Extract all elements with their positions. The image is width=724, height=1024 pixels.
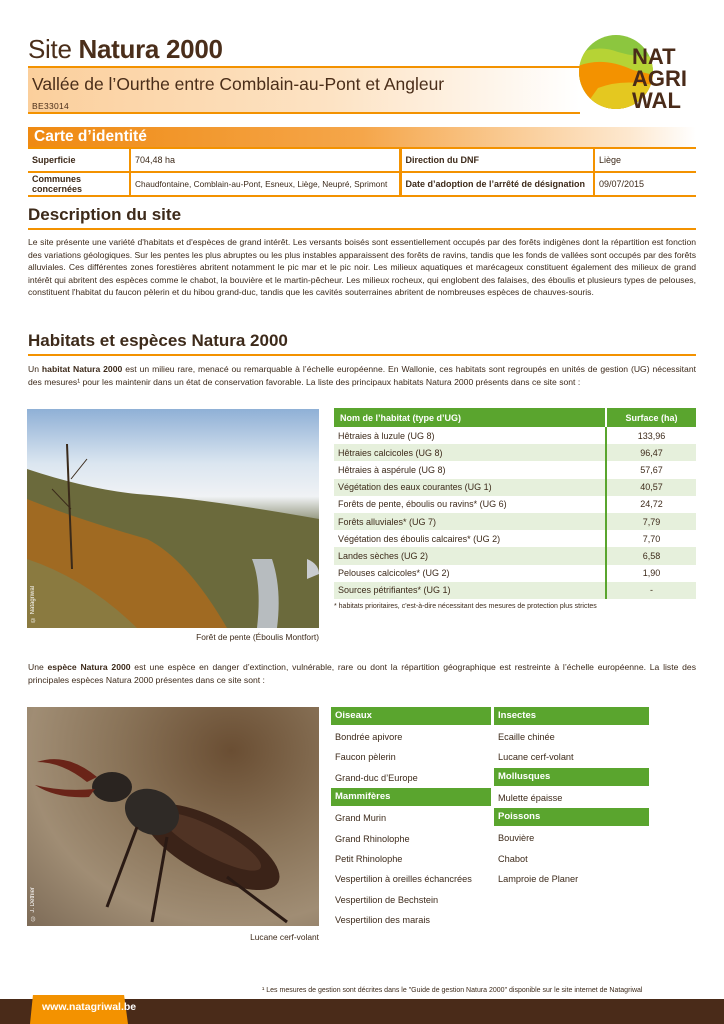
natagriwal-logo — [578, 26, 696, 116]
footnote: ¹ Les mesures de gestion sont décrites dans le "Guide de gestion Natura 2000" disponible sur le site internet de Natagriwal — [262, 987, 643, 994]
habitat-row — [334, 461, 696, 478]
habitat-row — [334, 565, 696, 582]
intro-text: Une — [28, 662, 48, 672]
species-group-header: Mammifères — [331, 788, 491, 806]
identity-value: Liège — [594, 148, 696, 172]
species-item: Bondrée apivore — [335, 732, 403, 742]
intro-text: Un — [28, 364, 42, 374]
habitat-surface: 1,90 — [606, 565, 696, 582]
beetle-photo-caption: Lucane cerf-volant — [250, 932, 319, 942]
species-item: Bouvière — [498, 833, 535, 844]
species-item: Vespertilion des marais — [335, 915, 430, 926]
description-rule — [28, 228, 696, 230]
species-group-header: Mollusques — [494, 768, 649, 786]
habitat-name: Végétation des éboulis calcaires* (UG 2) — [338, 533, 501, 544]
species-intro — [28, 661, 696, 686]
species-column-left — [331, 707, 491, 931]
species-item: Faucon pèlerin — [335, 752, 396, 763]
photo-credit: © Natagriwal — [30, 585, 36, 622]
intro-text: est une espèce en danger d’extinction, vulnérable, rare ou dont la répartition géographique est restreinte à l’échelle européenne. La liste des principales espèces Natura 2000 présentes dans ce site sont : — [28, 662, 696, 685]
habitat-name: Végétation des eaux courantes (UG 1) — [334, 479, 606, 496]
site-code: BE33014 — [32, 101, 70, 111]
species-group-header: Poissons — [494, 808, 649, 826]
identity-title: Carte d’identité — [34, 128, 147, 145]
species-item: Vespertilion à oreilles échancrées — [335, 874, 472, 885]
habitat-row — [334, 444, 696, 461]
surface-column-header: Surface (ha) — [606, 408, 696, 427]
habitat-surface: 7,70 — [606, 530, 696, 547]
habitat-name: Forêts alluviales* (UG 7) — [334, 513, 606, 530]
species-group-header: Oiseaux — [331, 707, 491, 725]
habitat-name: Sources pétrifiantes* (UG 1) — [334, 582, 606, 599]
habitat-name: Landes sèches (UG 2) — [334, 547, 606, 564]
logo-emblem-icon — [578, 26, 696, 116]
habitat-name-column-header: Nom de l’habitat (type d’UG) — [334, 408, 606, 427]
landscape-image-icon — [27, 409, 319, 628]
intro-bold: espèce Natura 2000 — [47, 662, 131, 672]
habitat-name: Hêtraies calcicoles (UG 8) — [334, 444, 606, 461]
habitat-row — [334, 582, 696, 599]
identity-value: 704,48 ha — [130, 148, 400, 172]
habitat-name: Forêts de pente, éboulis ou ravins* (UG 6) — [338, 499, 507, 510]
habitat-row — [334, 513, 696, 530]
species-item: Ecaille chinée — [498, 732, 555, 742]
species-item: Grand-duc d’Europe — [335, 772, 418, 783]
stag-beetle-photo — [27, 707, 319, 926]
page-title — [28, 34, 223, 65]
habitat-surface: 7,79 — [606, 513, 696, 530]
habitats-intro — [28, 363, 696, 388]
website-link[interactable]: www.natagriwal.be — [42, 1001, 137, 1013]
intro-bold: habitat Natura 2000 — [41, 364, 123, 374]
logo-line-3: WAL — [632, 88, 681, 113]
identity-key: Superficie — [28, 148, 130, 172]
description-text: Le site présente une variété d'habitats et d'espèces de grand intérêt. Les versants boisés sont essentiellement occupés par des forêts indigènes dont la répartition est fonction des variations géologiques. Sur les pentes les plus abruptes ou les plus instables apparaissent des forêts de ravins, tandis que les fonds de vallées sont occupés par des forêts alluviales. Ces différentes zones forestières abritent notamment le pic mar et le pic noir. Les milieux aquatiques et marécageux constituent également des milieux de grand intérêt qui abritent des espèces comme le chabot, la bouvière et le martin-pêcheur. Les milieux rocheux, qui englobent des falaises, des éboulis et plusieurs types de pelouses, constituent l'habitat du faucon pèlerin et du hibou grand-duc, tandis que les cavités souterraines abritent de nombreuses espèces de chauves-souris. — [28, 237, 696, 298]
habitat-row — [334, 530, 696, 547]
habitat-surface: 57,67 — [606, 461, 696, 478]
species-column-right — [494, 707, 649, 889]
habitat-surface: 6,58 — [606, 547, 696, 564]
identity-key: Direction du DNF — [400, 148, 594, 172]
identity-value: Chaudfontaine, Comblain-au-Pont, Esneux, Liège, Neupré, Sprimont — [130, 172, 400, 196]
identity-key: Date d’adoption de l’arrêté de désignation — [400, 172, 594, 196]
species-item: Lamproie de Planer — [498, 873, 579, 884]
identity-row — [28, 172, 696, 196]
habitat-surface: 24,72 — [606, 496, 696, 513]
habitat-surface: 40,57 — [606, 479, 696, 496]
forest-slope-photo — [27, 409, 319, 628]
species-item: Grand Rhinolophe — [335, 833, 410, 844]
identity-value: 09/07/2015 — [594, 172, 696, 196]
habitats-heading: Habitats et espèces Natura 2000 — [28, 331, 288, 350]
habitat-table-note: * habitats prioritaires, c'est-à-dire nécessitant des mesures de protection plus strictes — [334, 603, 597, 610]
habitat-surface: 133,96 — [606, 427, 696, 444]
identity-key: Communes concernées — [28, 172, 130, 196]
identity-row — [28, 148, 696, 172]
habitat-row — [334, 479, 696, 496]
forest-photo-caption: Forêt de pente (Éboulis Montfort) — [196, 632, 319, 642]
habitat-row — [334, 496, 696, 513]
habitat-name: Pelouses calcicoles* (UG 2) — [338, 568, 450, 579]
description-heading: Description du site — [28, 205, 182, 224]
beetle-image-icon — [27, 707, 319, 926]
species-item: Vespertilion de Bechstein — [335, 894, 439, 905]
identity-table — [28, 147, 696, 197]
habitat-row — [334, 427, 696, 444]
logo-line-1: NAT — [632, 44, 676, 69]
intro-text: est un milieu rare, menacé ou remarquable à l’échelle européenne. En Wallonie, ces habitats sont regroupés en unités de gestion (UG) nécessitant des mesures¹ pour les maintenir dans un état de conservation favorable. La liste des principaux habitats Natura 2000 présents dans ce site sont : — [28, 364, 696, 387]
habitat-surface: - — [606, 582, 696, 599]
species-item: Lucane cerf-volant — [498, 752, 574, 763]
species-item: Mulette épaisse — [498, 792, 563, 803]
photo-credit: © J. Dethier — [30, 886, 36, 920]
species-group-header: Insectes — [494, 707, 649, 725]
habitat-surface: 96,47 — [606, 444, 696, 461]
habitat-name: Hêtraies à luzule (UG 8) — [338, 430, 435, 441]
species-item: Petit Rhinolophe — [335, 853, 403, 864]
habitat-row — [334, 547, 696, 564]
species-item: Chabot — [498, 853, 528, 864]
habitat-name: Hêtraies à aspérule (UG 8) — [338, 464, 446, 475]
logo-line-2: AGRI — [632, 66, 687, 91]
habitat-table-header — [334, 408, 696, 427]
title-bold: Natura 2000 — [78, 34, 223, 64]
site-subtitle: Vallée de l’Ourthe entre Comblain-au-Pont et Angleur — [32, 74, 445, 94]
habitats-rule — [28, 354, 696, 356]
species-item: Grand Murin — [335, 813, 387, 824]
habitat-table — [334, 408, 696, 599]
title-prefix: Site — [28, 34, 79, 64]
